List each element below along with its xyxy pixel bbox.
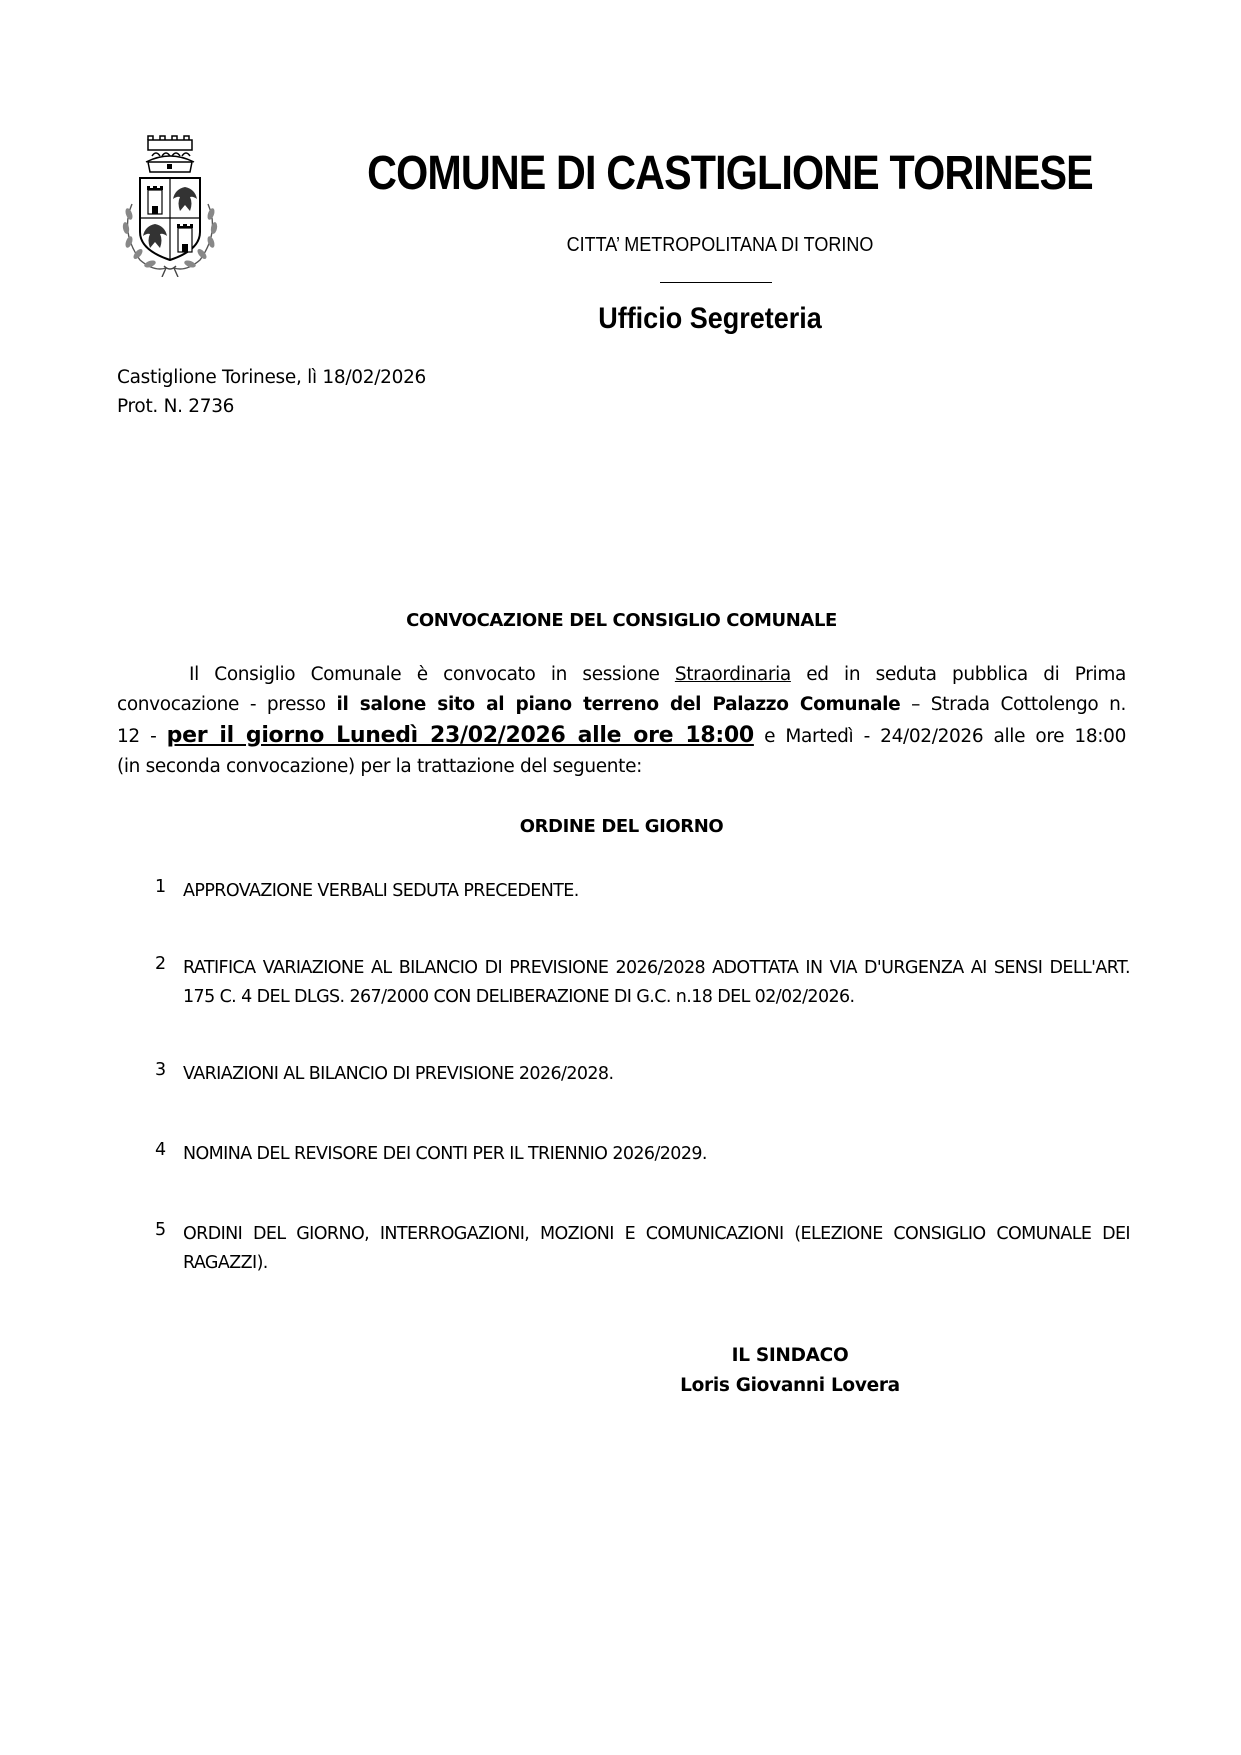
agenda-item-number: 1 bbox=[155, 877, 166, 897]
header-divider bbox=[660, 282, 772, 283]
agenda-item-number: 5 bbox=[155, 1220, 166, 1240]
metropolitan-city-subtitle: CITTA’ METROPOLITANA DI TORINO bbox=[566, 234, 874, 256]
signatory-role: IL SINDACO bbox=[731, 1345, 849, 1366]
text-run: ed in seduta pubblica di Prima bbox=[790, 664, 1126, 685]
paragraph-line: (in seconda convocazione) per la trattazione del seguente: bbox=[117, 756, 642, 777]
text-run: convocazione - presso bbox=[117, 694, 337, 715]
text-run: Il Consiglio Comunale è convocato in sessione bbox=[189, 664, 675, 685]
text-run: 12 - bbox=[117, 726, 167, 747]
agenda-item-text: RATIFICA VARIAZIONE AL BILANCIO DI PREVISIONE 2026/2028 ADOTTATA IN VIA D'URGENZA AI SENSI DELL'ART. 175 C. 4 DEL DLGS. 267/2000 CON DELIBERAZIONE DI G.C. n.18 DEL 02/02/2026. bbox=[183, 958, 1130, 1007]
agenda-item-number: 3 bbox=[155, 1060, 166, 1080]
agenda-item-number: 4 bbox=[155, 1140, 166, 1160]
agenda-item-text: ORDINI DEL GIORNO, INTERROGAZIONI, MOZIONI E COMUNICAZIONI (ELEZIONE CONSIGLIO COMUNALE DEI RAGAZZI). bbox=[183, 1224, 1130, 1273]
office-name: Ufficio Segreteria bbox=[598, 302, 822, 335]
text-run: e Martedì - 24/02/2026 alle ore 18:00 bbox=[753, 726, 1126, 747]
agenda-item-text: VARIAZIONI AL BILANCIO DI PREVISIONE 2026/2028. bbox=[183, 1064, 614, 1084]
text-run: – Strada Cottolengo n. bbox=[900, 694, 1127, 715]
signatory-name: Loris Giovanni Lovera bbox=[680, 1375, 900, 1396]
paragraph-line bbox=[117, 723, 1126, 748]
agenda-item-number: 2 bbox=[155, 954, 166, 974]
agenda-item-text: APPROVAZIONE VERBALI SEDUTA PRECEDENTE. bbox=[183, 881, 579, 901]
municipality-title: COMUNE DI CASTIGLIONE TORINESE bbox=[367, 147, 1093, 200]
meeting-date: per il giorno Lunedì 23/02/2026 alle ore 18:00 bbox=[166, 723, 754, 748]
agenda-heading: ORDINE DEL GIORNO bbox=[519, 816, 724, 837]
convocation-heading: CONVOCAZIONE DEL CONSIGLIO COMUNALE bbox=[406, 610, 837, 631]
session-type: Straordinaria bbox=[674, 664, 791, 685]
paragraph-line bbox=[117, 664, 1126, 685]
protocol-number: Prot. N. 2736 bbox=[117, 396, 235, 417]
meeting-place: il salone sito al piano terreno del Palazzo Comunale bbox=[336, 694, 901, 715]
paragraph-line bbox=[117, 694, 1126, 715]
agenda-item-text: NOMINA DEL REVISORE DEI CONTI PER IL TRIENNIO 2026/2029. bbox=[183, 1144, 707, 1164]
coat-of-arms-icon bbox=[110, 132, 230, 277]
place-date: Castiglione Torinese, lì 18/02/2026 bbox=[117, 367, 427, 388]
